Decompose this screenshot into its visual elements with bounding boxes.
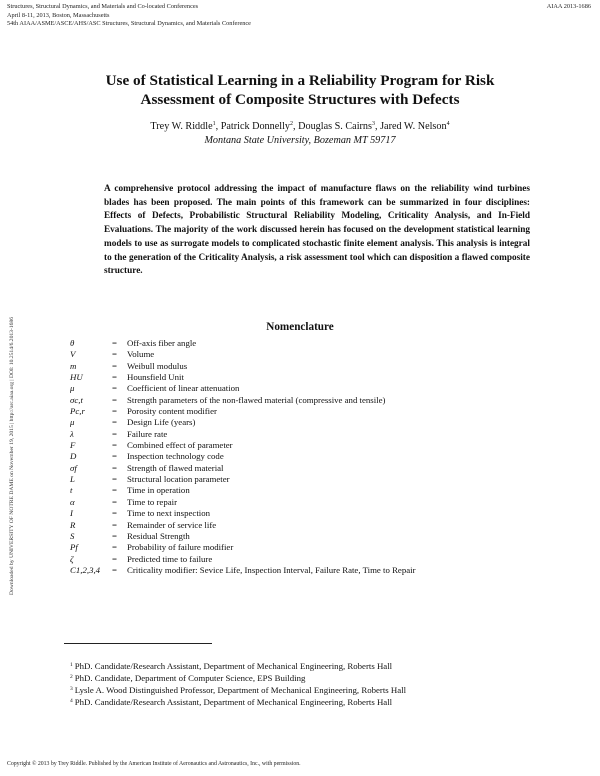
copyright-notice: Copyright © 2013 by Trey Riddle. Published by the American Institute of Aeronautics and Astronautics, Inc., with permission. — [7, 761, 301, 767]
abstract: A comprehensive protocol addressing the impact of manufacture flaws on the reliability wind turbines blades has been proposed. The main points of this framework can be summarized in four disciplines: Effects of Defects, Probabilistic Structural Reliability Modeling, Criticality Analysis, and In-Field Evaluations. The majority of the work discussed herein has focused on the development statistical learning models to use as surrogate models to complicated stochastic finite element analysis. This analysis is integral to the generation of the Criticality Analysis, a risk assessment tool which can disposition a flawed composite structure. — [104, 184, 530, 277]
nomenclature-symbol: σc,t — [70, 394, 83, 405]
nomenclature-definition: Off-axis fiber angle — [127, 338, 197, 348]
nomenclature-row — [70, 429, 540, 440]
footnote-mark: 2 — [70, 674, 73, 680]
footnote-text: Lysle A. Wood Distinguished Professor, Department of Mechanical Engineering, Roberts Hall — [74, 685, 407, 695]
nomenclature-definition: Hounsfield Unit — [127, 372, 184, 383]
nomenclature-heading: Nomenclature — [266, 321, 334, 333]
nomenclature-symbol: L — [70, 474, 75, 485]
equals-sign: = — [112, 564, 117, 575]
footnote-divider — [64, 643, 212, 644]
footnote — [70, 672, 540, 684]
nomenclature-row — [70, 383, 540, 394]
nomenclature-symbol: I — [70, 508, 73, 519]
nomenclature-row — [70, 531, 540, 542]
nomenclature-row — [70, 485, 540, 496]
nomenclature-row — [70, 508, 540, 519]
footnote-mark: 3 — [70, 686, 73, 692]
nomenclature-symbol: α — [70, 496, 75, 507]
nomenclature-symbol: λ — [70, 428, 74, 439]
nomenclature-definition: Inspection technology code — [127, 451, 224, 462]
nomenclature-row — [70, 542, 540, 553]
author-mark: 4 — [446, 121, 450, 127]
equals-sign: = — [112, 462, 117, 473]
author-name: Jared W. Nelson — [380, 121, 447, 132]
nomenclature-definition: Residual Strength — [127, 530, 190, 541]
equals-sign: = — [112, 394, 117, 405]
nomenclature-row — [70, 440, 540, 451]
nomenclature-symbol: t — [70, 485, 73, 496]
nomenclature-definition: Time to repair — [127, 496, 178, 507]
equals-sign: = — [112, 406, 117, 417]
nomenclature-symbol: V — [70, 349, 76, 360]
nomenclature-symbol: Pf — [70, 542, 78, 553]
nomenclature-definition: Volume — [127, 349, 155, 360]
equals-sign: = — [112, 553, 117, 564]
conference-header — [7, 3, 251, 29]
nomenclature-row — [70, 338, 540, 349]
footnote — [70, 660, 540, 672]
nomenclature-definition: Structural location parameter — [127, 474, 230, 485]
paper-title — [80, 71, 520, 109]
equals-sign: = — [112, 496, 117, 507]
nomenclature-row — [70, 361, 540, 372]
nomenclature-symbol: μ — [70, 383, 75, 394]
footnote-mark: 4 — [70, 698, 73, 704]
nomenclature-row — [70, 372, 540, 383]
footnote-text: PhD. Candidate/Research Assistant, Department of Mechanical Engineering, Roberts Hall — [74, 697, 393, 707]
footnote-text: PhD. Candidate, Department of Computer Science, EPS Building — [74, 673, 306, 683]
equals-sign: = — [112, 485, 117, 496]
equals-sign: = — [112, 383, 117, 394]
nomenclature-list — [70, 338, 540, 576]
nomenclature-symbol: C1,2,3,4 — [70, 564, 101, 575]
nomenclature-row — [70, 474, 540, 485]
equals-sign: = — [112, 417, 117, 428]
nomenclature-symbol: R — [70, 519, 76, 530]
nomenclature-row — [70, 497, 540, 508]
conference-line: April 8-11, 2013, Boston, Massachusetts — [7, 11, 110, 19]
nomenclature-symbol: F — [70, 440, 76, 451]
nomenclature-definition: Weibull modulus — [127, 360, 188, 371]
nomenclature-row — [70, 349, 540, 360]
equals-sign: = — [112, 338, 117, 348]
equals-sign: = — [112, 360, 117, 371]
nomenclature-symbol: HU — [70, 372, 83, 383]
nomenclature-definition: Criticality modifier: Sevice Life, Inspection Interval, Failure Rate, Time to Repair — [127, 564, 416, 575]
title-line: Use of Statistical Learning in a Reliability Program for Risk — [105, 72, 495, 89]
nomenclature-definition: Design Life (years) — [127, 417, 196, 428]
nomenclature-definition: Time in operation — [127, 485, 190, 496]
author-list — [60, 120, 540, 134]
nomenclature-definition: Predicted time to failure — [127, 553, 213, 564]
affiliation: Montana State University, Bozeman MT 59717 — [204, 135, 396, 146]
nomenclature-definition: Coefficient of linear attenuation — [127, 383, 240, 394]
author-separator: , — [215, 121, 221, 132]
author-mark: 3 — [371, 121, 375, 127]
nomenclature-row — [70, 417, 540, 428]
equals-sign: = — [112, 349, 117, 360]
equals-sign: = — [112, 428, 117, 439]
nomenclature-definition: Failure rate — [127, 428, 168, 439]
title-line: Assessment of Composite Structures with Defects — [140, 91, 460, 108]
nomenclature-symbol: D — [70, 451, 77, 462]
nomenclature-symbol: S — [70, 530, 75, 541]
nomenclature-definition: Probability of failure modifier — [127, 542, 234, 553]
author-name: Trey W. Riddle — [150, 121, 213, 132]
equals-sign: = — [112, 530, 117, 541]
equals-sign: = — [112, 440, 117, 451]
nomenclature-definition: Porosity content modifier — [127, 406, 217, 417]
footnote-text: PhD. Candidate/Research Assistant, Department of Mechanical Engineering, Roberts Hall — [74, 661, 393, 671]
paper-id: AIAA 2013-1686 — [546, 3, 591, 10]
equals-sign: = — [112, 542, 117, 553]
conference-line: Structures, Structural Dynamics, and Materials and Co-located Conferences — [7, 3, 199, 10]
equals-sign: = — [112, 508, 117, 519]
nomenclature-row — [70, 406, 540, 417]
nomenclature-row — [70, 395, 540, 406]
nomenclature-definition: Combined effect of parameter — [127, 440, 233, 451]
footnote — [70, 684, 540, 696]
nomenclature-row — [70, 451, 540, 462]
equals-sign: = — [112, 451, 117, 462]
footnote — [70, 696, 540, 708]
footnotes — [70, 660, 540, 708]
equals-sign: = — [112, 474, 117, 485]
nomenclature-symbol: Pc,r — [70, 406, 85, 417]
author-name: Douglas S. Cairns — [298, 121, 372, 132]
nomenclature-definition: Strength of flawed material — [127, 462, 224, 473]
nomenclature-row — [70, 520, 540, 531]
nomenclature-definition: Strength parameters of the non-flawed material (compressive and tensile) — [127, 394, 386, 405]
nomenclature-definition: Remainder of service life — [127, 519, 217, 530]
nomenclature-row — [70, 565, 540, 576]
nomenclature-symbol: σf — [70, 462, 77, 473]
author-mark: 1 — [212, 121, 216, 127]
nomenclature-symbol: m — [70, 360, 77, 371]
nomenclature-definition: Time to next inspection — [127, 508, 210, 519]
author-name: Patrick Donnelly — [220, 121, 291, 132]
nomenclature-symbol: ζ — [70, 553, 74, 564]
nomenclature-symbol: θ — [70, 338, 75, 348]
footnote-mark: 1 — [70, 662, 73, 668]
nomenclature-row — [70, 463, 540, 474]
equals-sign: = — [112, 372, 117, 383]
nomenclature-row — [70, 554, 540, 565]
equals-sign: = — [112, 519, 117, 530]
nomenclature-symbol: μ — [70, 417, 75, 428]
author-separator: , — [293, 121, 299, 132]
conference-line: 54th AIAA/ASME/ASCE/AHS/ASC Structures, Structural Dynamics, and Materials Conference — [7, 20, 251, 27]
download-sidebar-text: Downloaded by UNIVERSITY OF NOTRE DAME on November 19, 2015 | http://arc.aiaa.org | DOI: 10.2514/6.2013-1686 — [9, 316, 15, 595]
author-mark: 2 — [290, 121, 294, 127]
author-separator: , — [374, 121, 381, 132]
